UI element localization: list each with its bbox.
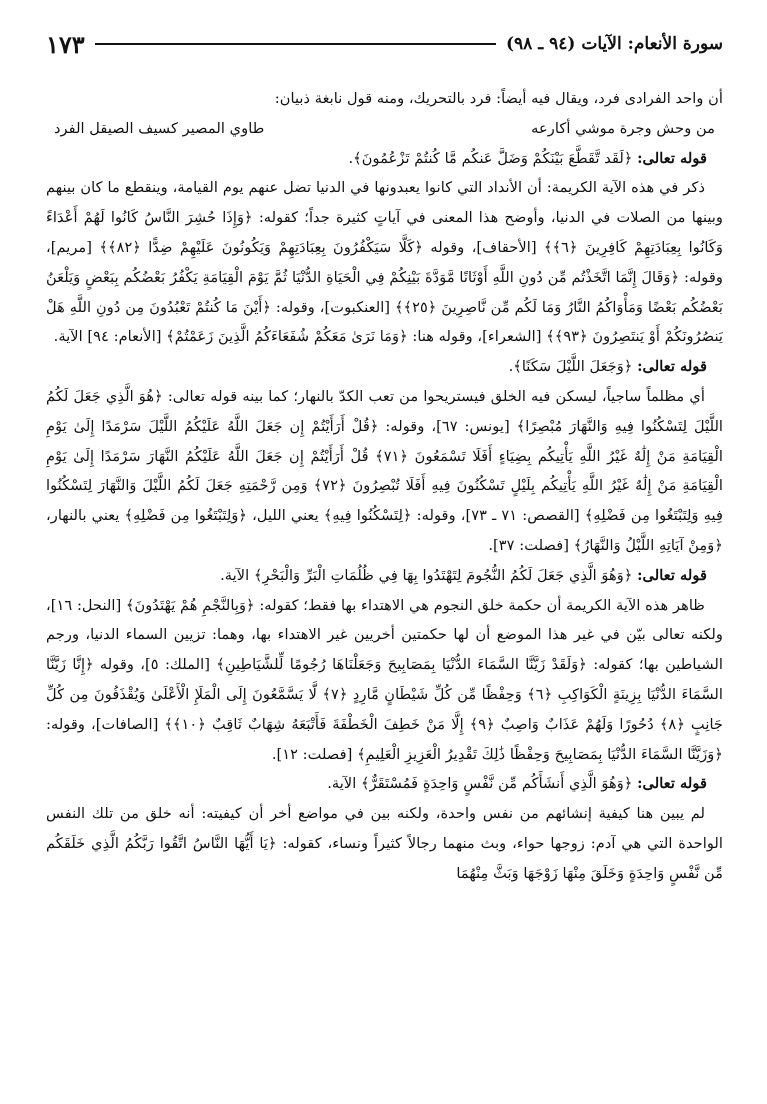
section-heading-3 — [46, 561, 723, 591]
verse-first-hemistich: من وحش وجرة موشي أكارعه — [531, 119, 715, 137]
section-heading-4 — [46, 769, 723, 799]
heading-label: قوله تعالى: — [637, 566, 707, 584]
heading-verse: ﴿وَجَعَلَ اللَّيْلَ سَكَنًا﴾. — [508, 358, 633, 376]
paragraph-section-1: ذكر في هذه الآية الكريمة: أن الأنداد التي كانوا يعبدونها في الدنيا تضل عنهم يوم القيامة، وينقطع ما كان بينهم وبينها من الصلات في الدنيا، وأوضح هذا المعنى في آياتٍ كثيرة جداً؛ كقوله: ﴿وَإِذَا حُشِرَ النَّاسُ كَانُوا لَهُمْ أَعْدَاءً وَكَانُوا بِعِبَادَتِهِمْ كَافِرِينَ ﴿٦﴾﴾ [الأحقاف]، وقوله ﴿كَلَّا سَيَكْفُرُونَ بِعِبَادَتِهِمْ وَيَكُونُونَ عَلَيْهِمْ ضِدًّا ﴿٨٢﴾﴾ [مريم]، وقوله: ﴿وَقَالَ إِنَّمَا اتَّخَذْتُم مِّن دُونِ اللَّهِ أَوْثَانًا مَّوَدَّةَ بَيْنِكُمْ فِي الْحَيَاةِ الدُّنْيَا ثُمَّ يَوْمَ الْقِيَامَةِ يَكْفُرُ بَعْضُكُم بِبَعْضٍ وَيَلْعَنُ بَعْضُكُم بَعْضًا وَمَأْوَاكُمُ النَّارُ وَمَا لَكُم مِّن نَّاصِرِينَ ﴿٢٥﴾﴾ [العنكبوت]، وقوله: ﴿أَيْنَ مَا كُنتُمْ تَعْبُدُونَ مِن دُونِ اللَّهِ هَلْ يَنصُرُونَكُمْ أَوْ يَنتَصِرُونَ ﴿٩٣﴾﴾ [الشعراء]، وقوله هنا: ﴿وَمَا نَرَىٰ مَعَكُمْ شُفَعَاءَكُمُ الَّذِينَ زَعَمْتُمْ﴾ [الأنعام: ٩٤] الآية. — [46, 179, 723, 346]
section-heading-2 — [46, 352, 723, 382]
paragraph-section-4: لم يبين هنا كيفية إنشائهم من نفس واحدة، ولكنه بين في مواضع أخر أن كيفيته: أنه خلق من تلك النفس الواحدة التي هي آدم: زوجها حواء، وبث منهما رجالاً كثيراً ونساء، كقوله: ﴿يَا أَيُّهَا النَّاسُ اتَّقُوا رَبَّكُمُ الَّذِي خَلَقَكُم مِّن نَّفْسٍ وَاحِدَةٍ وَخَلَقَ مِنْهَا زَوْجَهَا وَبَثَّ مِنْهُمَا — [46, 805, 723, 882]
header-rule — [95, 43, 496, 45]
heading-label: قوله تعالى: — [637, 358, 707, 376]
heading-verse: ﴿لَقَد تَّقَطَّعَ بَيْنَكُمْ وَضَلَّ عَنكُم مَّا كُنتُمْ تَزْعُمُونَ﴾. — [348, 149, 633, 167]
page-header — [46, 24, 723, 64]
page-body — [46, 84, 723, 1100]
heading-verse: ﴿وَهُوَ الَّذِي أَنشَأَكُم مِّن نَّفْسٍ وَاحِدَةٍ فَمُسْتَقَرٌّ﴾ الآية. — [327, 775, 633, 793]
paragraph-section-3: ظاهر هذه الآية الكريمة أن حكمة خلق النجوم هي الاهتداء بها فقط؛ كقوله: ﴿وَبِالنَّجْمِ هُمْ يَهْتَدُونَ﴾ [النحل: ١٦]، ولكنه تعالى بيّن في غير هذا الموضع أن لها حكمتين أخريين غير الاهتداء بها، وهما: تزيين السماء الدنيا، ورجم الشياطين بها؛ كقوله: ﴿وَلَقَدْ زَيَّنَّا السَّمَاءَ الدُّنْيَا بِمَصَابِيحَ وَجَعَلْنَاهَا رُجُومًا لِّلشَّيَاطِينِ﴾ [الملك: ٥]، وقوله ﴿إِنَّا زَيَّنَّا السَّمَاءَ الدُّنْيَا بِزِينَةٍ الْكَوَاكِبِ ﴿٦﴾ وَحِفْظًا مِّن كُلِّ شَيْطَانٍ مَّارِدٍ ﴿٧﴾ لَّا يَسَّمَّعُونَ إِلَى الْمَلَإِ الْأَعْلَىٰ وَيُقْذَفُونَ مِن كُلِّ جَانِبٍ ﴿٨﴾ دُحُورًا وَلَهُمْ عَذَابٌ وَاصِبٌ ﴿٩﴾ إِلَّا مَنْ خَطِفَ الْخَطْفَةَ فَأَتْبَعَهُ شِهَابٌ ثَاقِبٌ ﴿١٠﴾﴾ [الصافات]، وقوله: ﴿وَزَيَّنَّا السَّمَاءَ الدُّنْيَا بِمَصَابِيحَ وَحِفْظًا ذَٰلِكَ تَقْدِيرُ الْعَزِيزِ الْعَلِيمِ﴾ [فصلت: ١٢]. — [46, 596, 723, 763]
paragraph-intro: أن واحد الفرادى فرد، ويقال فيه أيضاً: فرد بالتحريك، ومنه قول نابغة ذبيان: — [274, 90, 723, 107]
heading-label: قوله تعالى: — [637, 775, 707, 793]
running-title: سورة الأنعام: الآيات (٩٤ ـ ٩٨) — [505, 34, 723, 54]
verse-second-hemistich: طاوي المصير كسيف الصيقل الفرد — [54, 119, 265, 137]
page-number: ١٧٣ — [46, 29, 85, 59]
heading-verse: ﴿وَهُوَ الَّذِي جَعَلَ لَكُمُ النُّجُومَ لِتَهْتَدُوا بِهَا فِي ظُلُمَاتِ الْبَرِّ وَالْبَحْرِ﴾ الآية. — [220, 566, 633, 584]
heading-label: قوله تعالى: — [637, 149, 707, 167]
paragraph-section-2: أي مظلماً ساجياً، ليسكن فيه الخلق فيستريحوا من تعب الكدّ بالنهار؛ كما بينه قوله تعالى: ﴿هُوَ الَّذِي جَعَلَ لَكُمُ اللَّيْلَ لِتَسْكُنُوا فِيهِ وَالنَّهَارَ مُبْصِرًا﴾ [يونس: ٦٧]، وقوله: ﴿قُلْ أَرَأَيْتُمْ إِن جَعَلَ اللَّهُ عَلَيْكُمُ اللَّيْلَ سَرْمَدًا إِلَىٰ يَوْمِ الْقِيَامَةِ مَنْ إِلَٰهٌ غَيْرُ اللَّهِ يَأْتِيكُم بِضِيَاءٍ أَفَلَا تَسْمَعُونَ ﴿٧١﴾ قُلْ أَرَأَيْتُمْ إِن جَعَلَ اللَّهُ عَلَيْكُمُ النَّهَارَ سَرْمَدًا إِلَىٰ يَوْمِ الْقِيَامَةِ مَنْ إِلَٰهٌ غَيْرُ اللَّهِ يَأْتِيكُم بِلَيْلٍ تَسْكُنُونَ فِيهِ أَفَلَا تُبْصِرُونَ ﴿٧٢﴾ وَمِن رَّحْمَتِهِ جَعَلَ لَكُمُ اللَّيْلَ وَالنَّهَارَ لِتَسْكُنُوا فِيهِ وَلِتَبْتَغُوا مِن فَضْلِهِ﴾ [القصص: ٧١ ـ ٧٣]، وقوله: ﴿لِتَسْكُنُوا فِيهِ﴾ يعني الليل، ﴿وَلِتَبْتَغُوا مِن فَضْلِهِ﴾ يعني بالنهار، ﴿وَمِنْ آيَاتِهِ اللَّيْلُ وَالنَّهَارُ﴾ [فصلت: ٣٧]. — [46, 387, 723, 554]
section-heading-1 — [46, 144, 723, 174]
poetry-verse — [46, 114, 723, 144]
